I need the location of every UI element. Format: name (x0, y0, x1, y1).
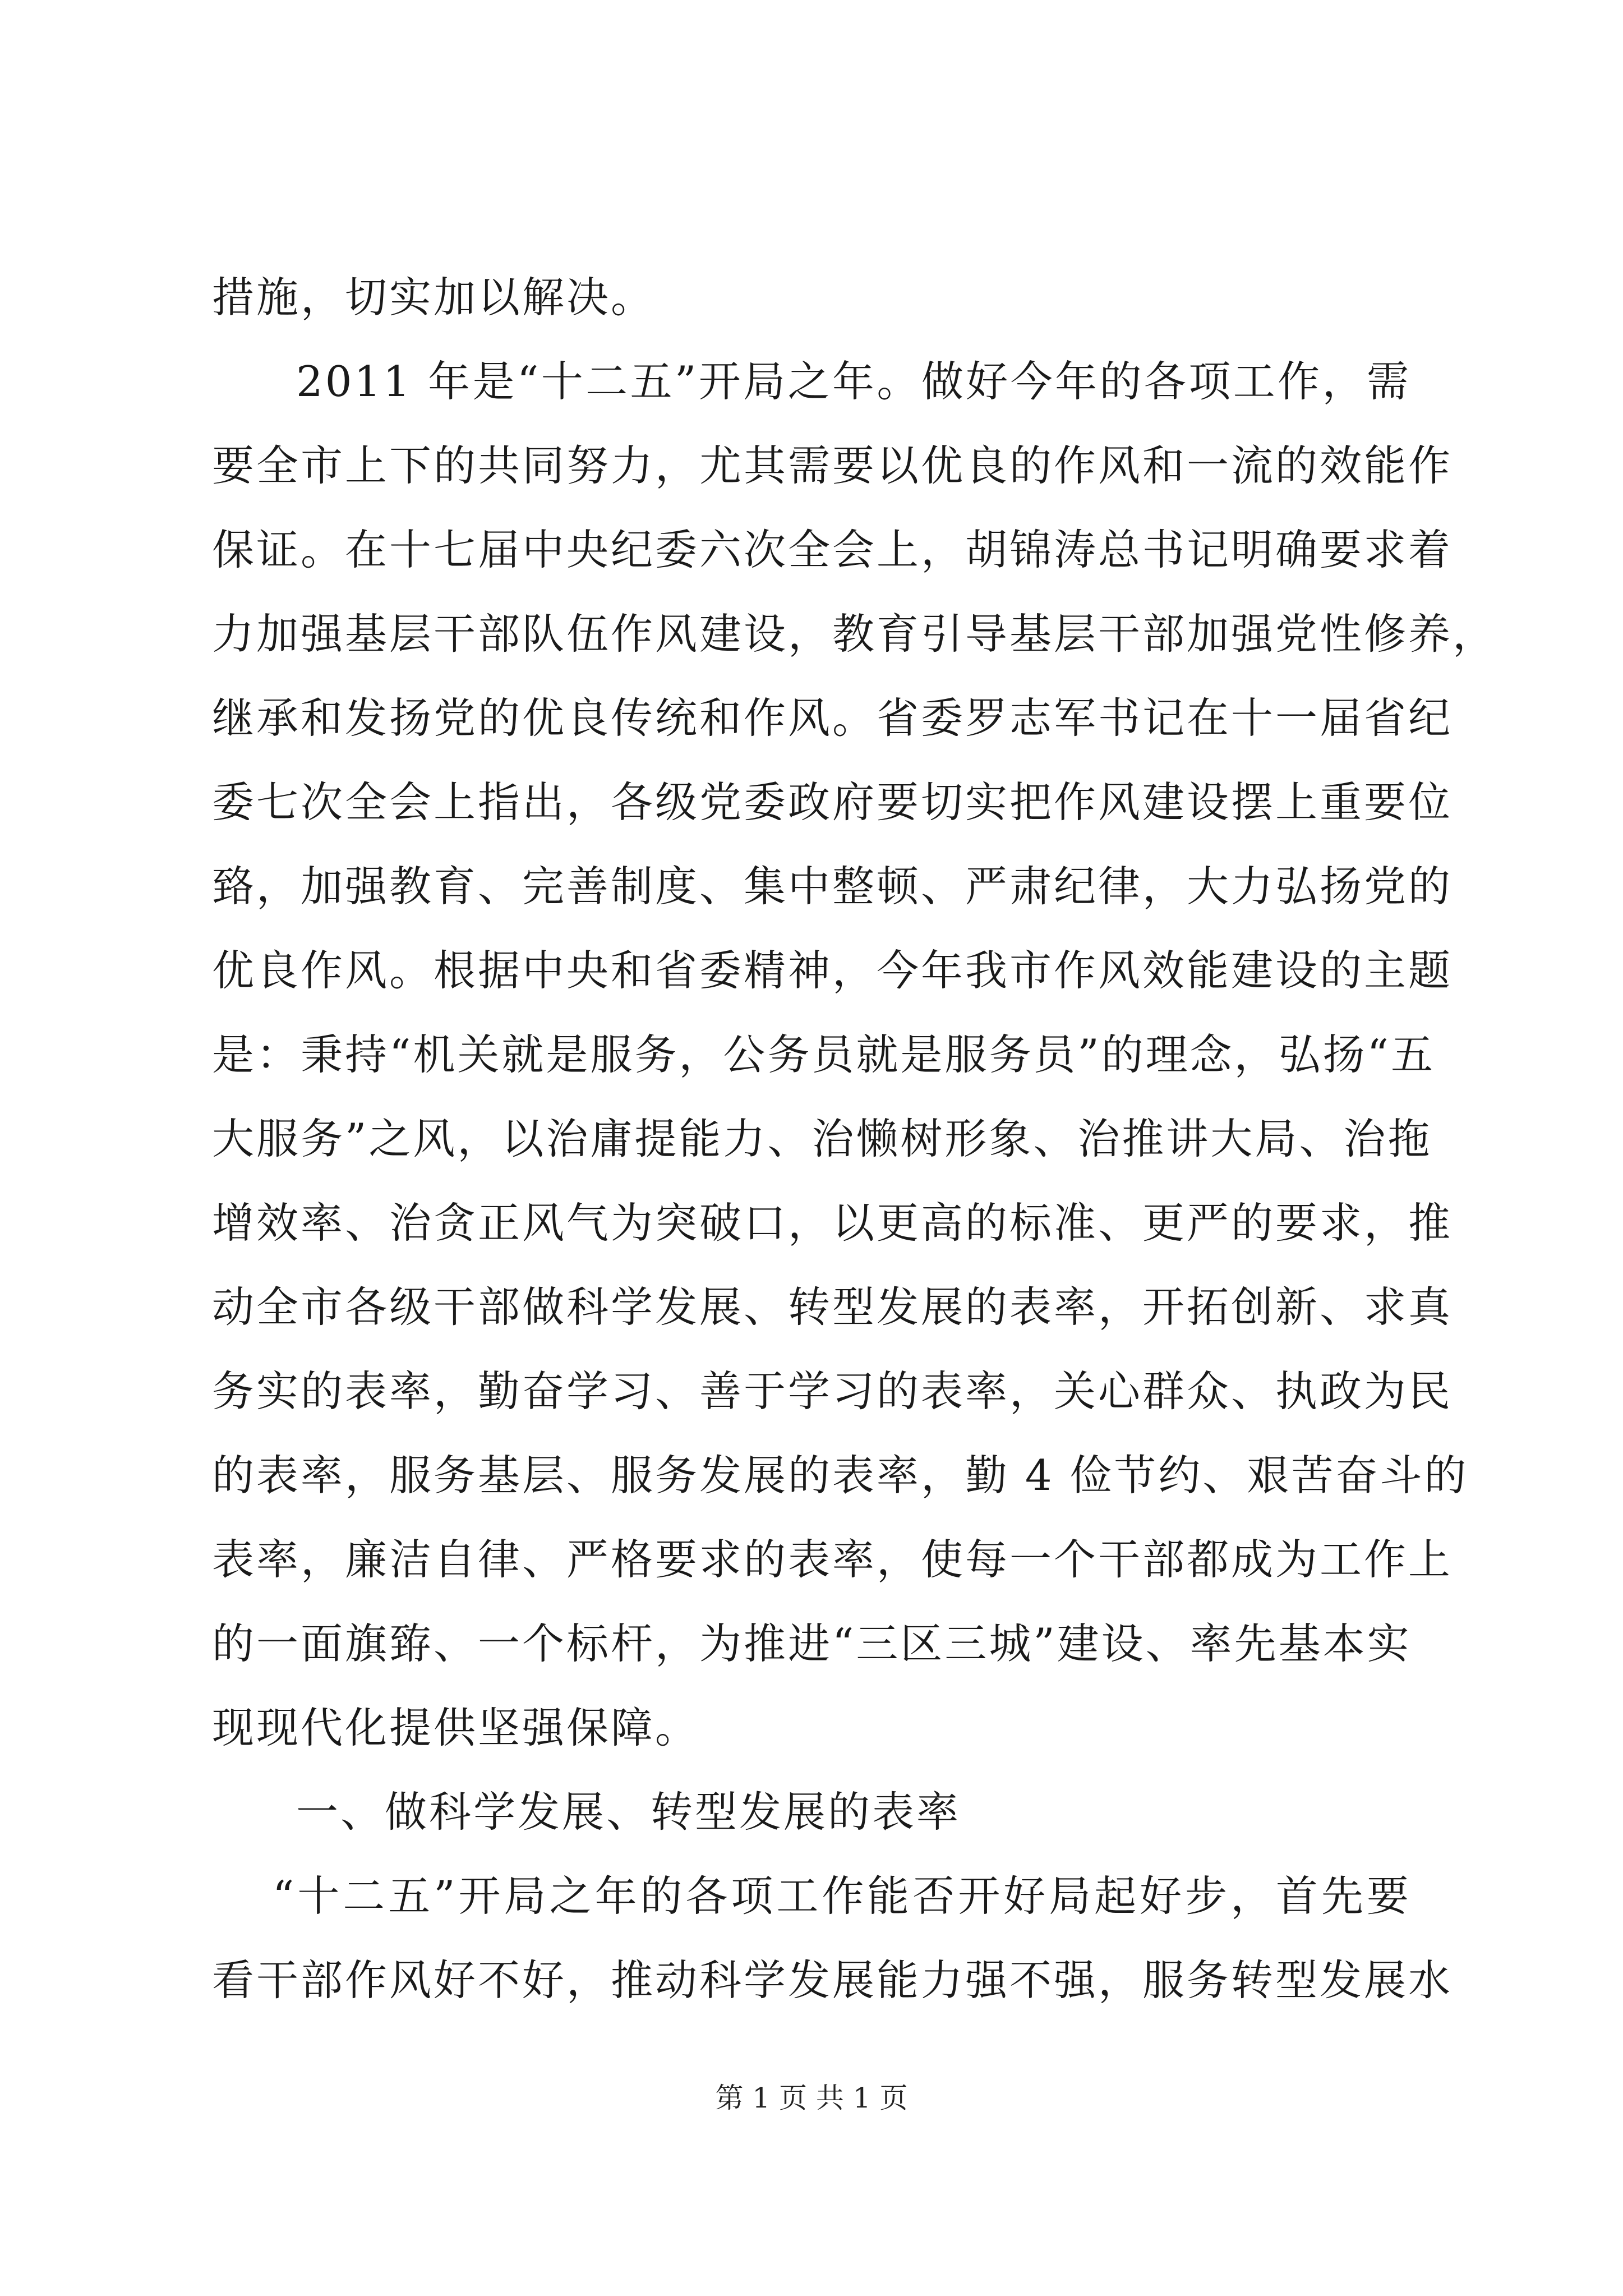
body-text (212, 255, 1497, 2022)
text-line: 现现代化提供坚强保障。 (212, 1703, 700, 1752)
text-line: 力加强基层干部队伍作风建设，教育引导基层干部加强党性修养， (212, 609, 1497, 659)
text-line: 是：秉持“机关就是服务，公务员就是服务员”的理念，弘扬“五 (212, 1030, 1436, 1079)
text-line: 臵，加强教育、完善制度、集中整顿、严肃纪律，大力弘扬党的 (212, 862, 1453, 911)
page-number: 第 1 页 共 1 页 (715, 2082, 908, 2114)
text-line: 保证。在十七届中央纪委六次全会上，胡锦涛总书记明确要求着 (212, 525, 1453, 574)
text-line: 的一面旗臶、一个标杆，为推进“三区三城”建设、率先基本实 (212, 1619, 1412, 1668)
text-line: 大服务”之风，以治庸提能力、治懒树形象、治推讲大局、治拖 (212, 1114, 1432, 1163)
text-line: “十二五”开局之年的各项工作能否开好局起好步，首先要 (273, 1871, 1411, 1921)
text-line: 增效率、治贪正风气为突破口，以更高的标准、更严的要求，推 (212, 1198, 1453, 1248)
section-heading: 一、做科学发展、转型发展的表率 (296, 1787, 961, 1837)
page-footer (0, 2081, 1623, 2115)
text-line: 动全市各级干部做科学发展、转型发展的表率，开拓创新、求真 (212, 1282, 1453, 1332)
text-line: 要全市上下的共同努力，尤其需要以优良的作风和一流的效能作 (212, 441, 1453, 490)
text-line: 继承和发扬党的优良传统和作风。省委罗志军书记在十一届省纪 (212, 693, 1453, 743)
text-line: 的表率，服务基层、服务发展的表率，勤 4 俭节约、艰苦奋斗的 (212, 1451, 1469, 1500)
text-line: 务实的表率，勤奋学习、善于学习的表率，关心群众、执政为民 (212, 1366, 1453, 1416)
text-line: 表率，廉洁自律、严格要求的表率，使每一个干部都成为工作上 (212, 1535, 1453, 1584)
text-line: 看干部作风好不好，推动科学发展能力强不强，服务转型发展水 (212, 1955, 1453, 2005)
text-line: 优良作风。根据中央和省委精神，今年我市作风效能建设的主题 (212, 946, 1453, 995)
text-line: 委七次全会上指出，各级党委政府要切实把作风建设摆上重要位 (212, 777, 1453, 827)
text-line: 措施，切实加以解决。 (212, 273, 656, 322)
text-line: 2011 年是“十二五”开局之年。做好今年的各项工作，需 (296, 357, 1411, 406)
